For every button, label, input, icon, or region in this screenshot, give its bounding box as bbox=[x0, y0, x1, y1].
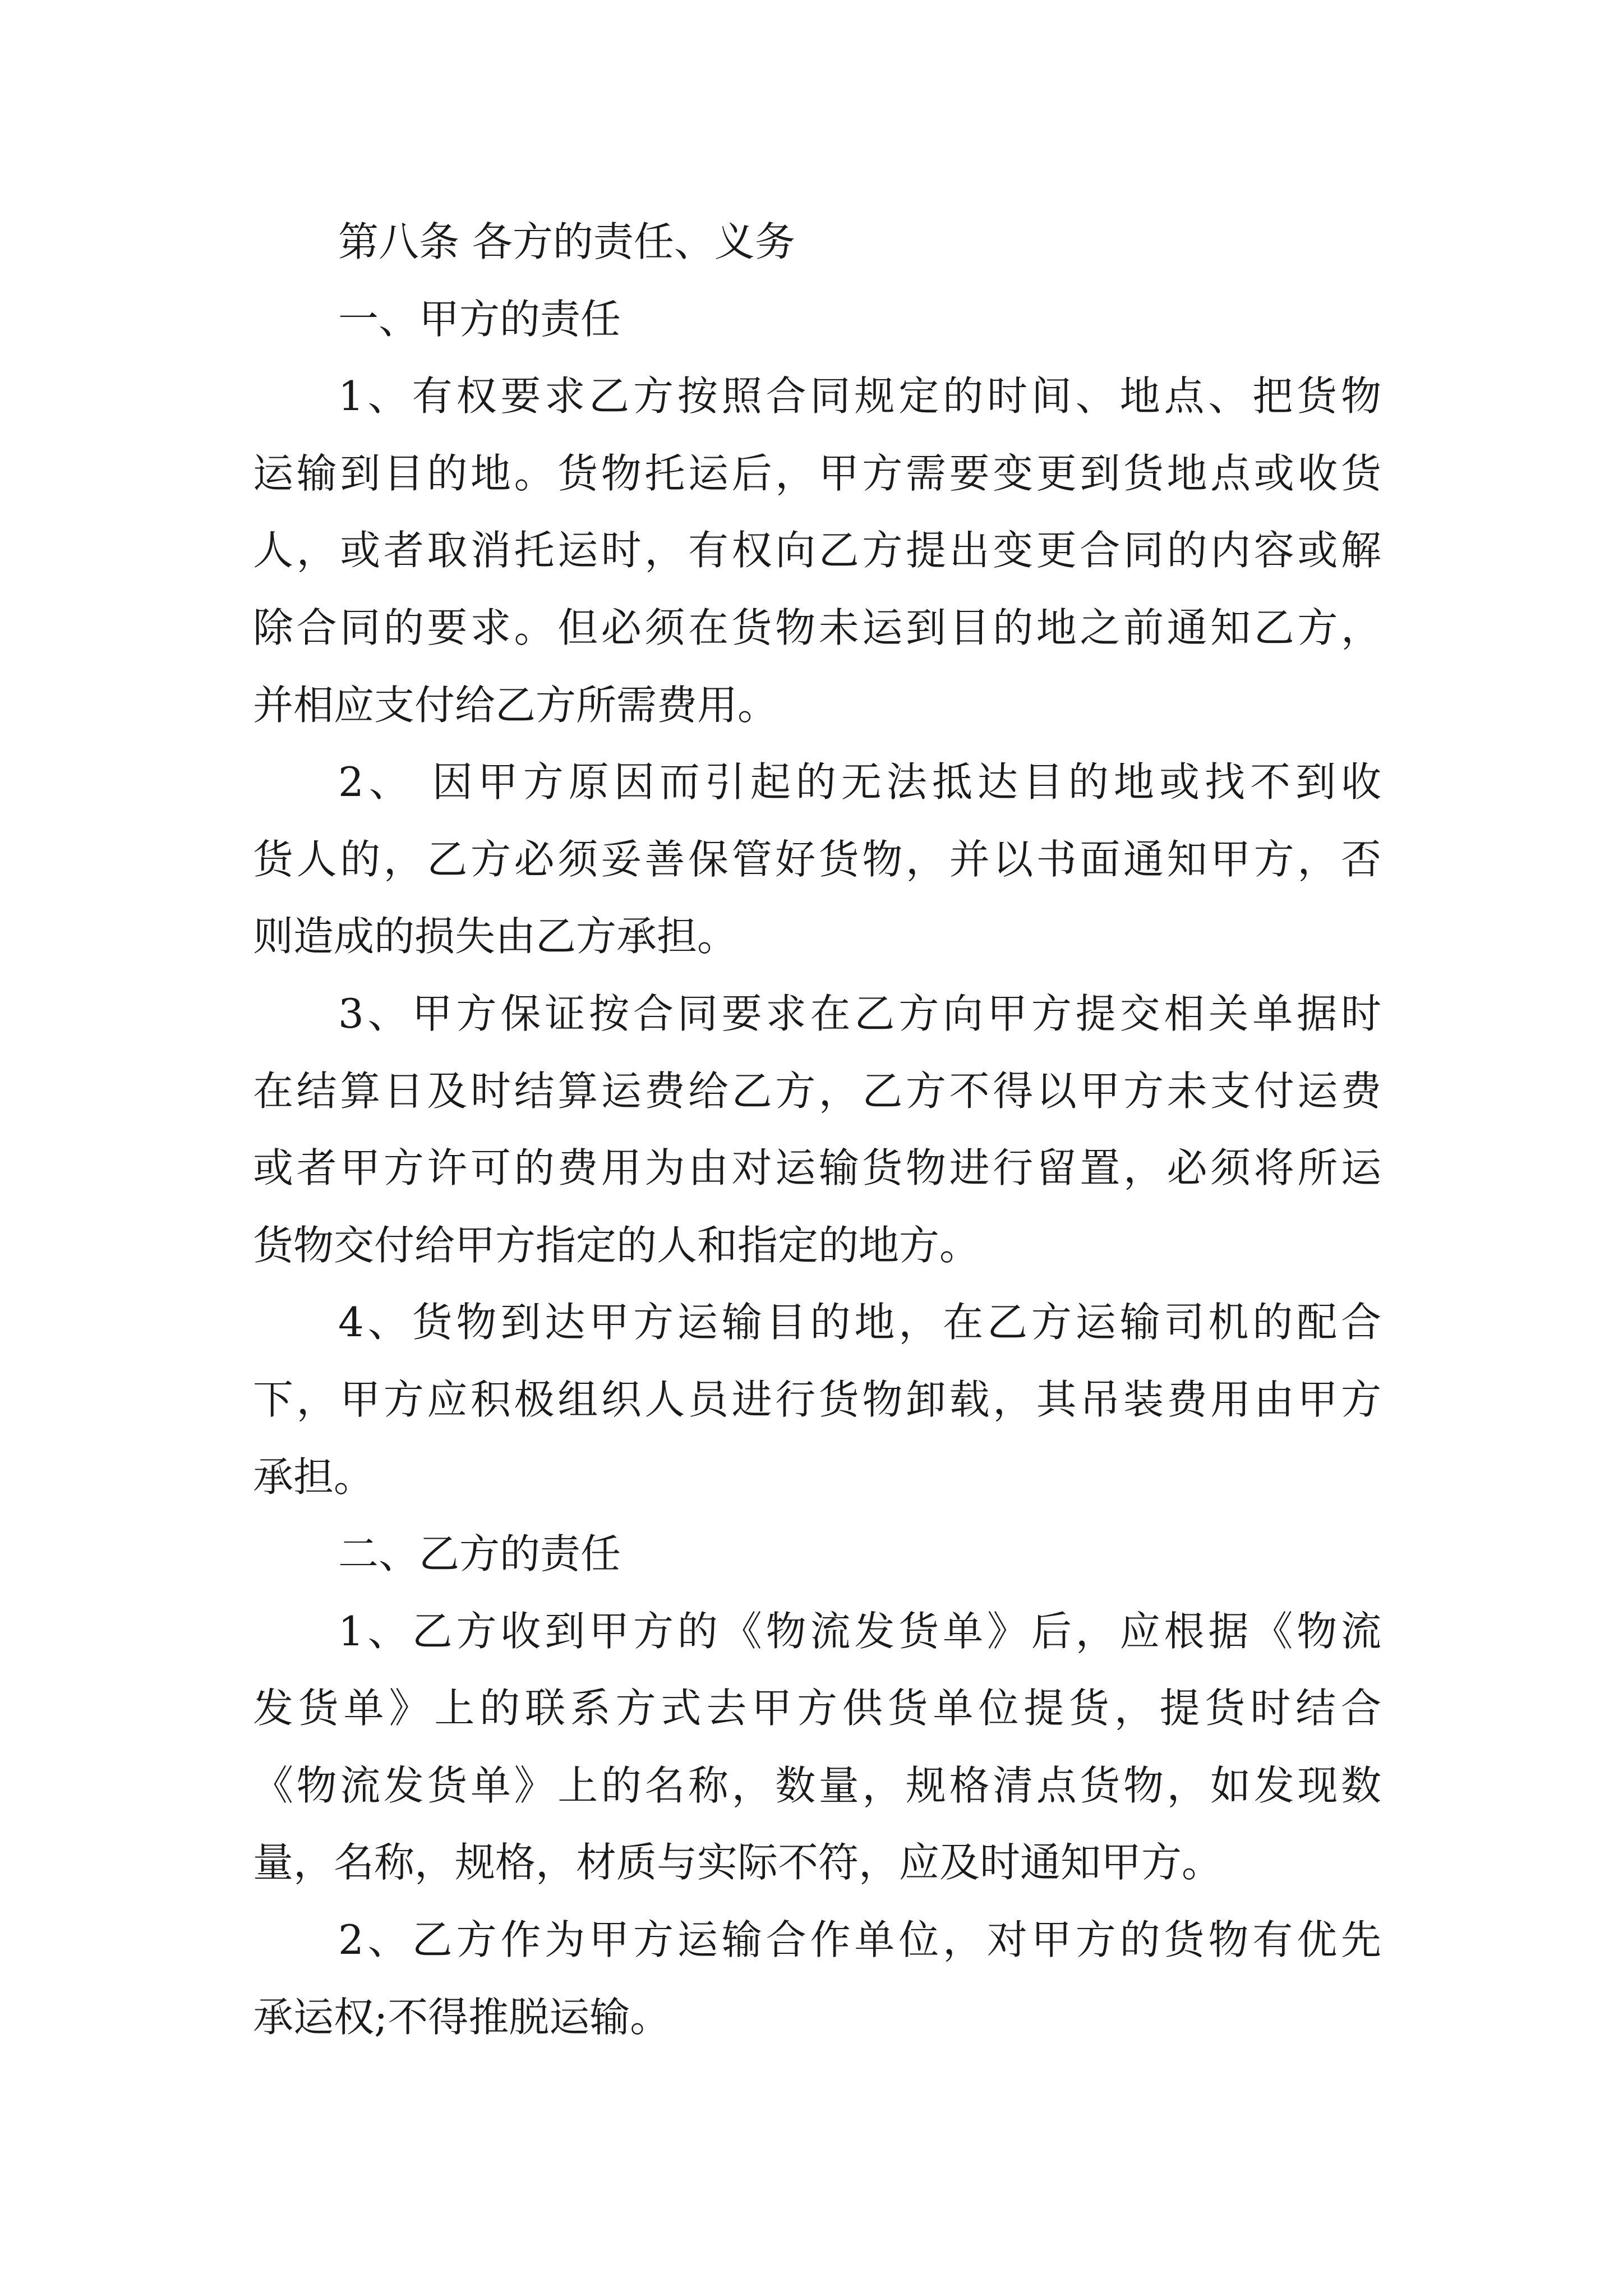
section-party-b bbox=[253, 1516, 1381, 2056]
clause-line: 运输到目的地。货物托运后，甲方需要变更到货地点或收货 bbox=[253, 449, 1381, 497]
clause-line: 除合同的要求。但必须在货物未运到目的地之前通知乙方， bbox=[253, 604, 1381, 651]
clause-line: 3、甲方保证按合同要求在乙方向甲方提交相关单据时 bbox=[338, 990, 1381, 1037]
clause-line: 4、货物到达甲方运输目的地，在乙方运输司机的配合 bbox=[338, 1299, 1381, 1346]
clause-line: 1、有权要求乙方按照合同规定的时间、地点、把货物 bbox=[338, 372, 1381, 420]
clause-line: 下，甲方应积极组织人员进行货物卸载，其吊装费用由甲方 bbox=[253, 1375, 1381, 1423]
clause-line: 货人的，乙方必须妥善保管好货物，并以书面通知甲方，否 bbox=[253, 835, 1381, 883]
clause bbox=[253, 976, 1381, 1284]
section-party-a bbox=[253, 281, 1381, 1516]
clause bbox=[253, 1902, 1381, 2056]
clause bbox=[253, 358, 1381, 744]
clause bbox=[253, 744, 1381, 976]
section-title: 二、乙方的责任 bbox=[338, 1530, 621, 1578]
clause-line: 《物流发货单》上的名称，数量，规格清点货物，如发现数 bbox=[253, 1761, 1381, 1809]
clause bbox=[253, 1284, 1381, 1516]
clause-line: 1、乙方收到甲方的《物流发货单》后，应根据《物流 bbox=[338, 1607, 1381, 1655]
clause-line: 在结算日及时结算运费给乙方，乙方不得以甲方未支付运费 bbox=[253, 1067, 1381, 1115]
clause-line: 则造成的损失由乙方承担。 bbox=[253, 913, 738, 960]
clause-line: 2、 因甲方原因而引起的无法抵达目的地或找不到收 bbox=[338, 758, 1381, 806]
clause-line: 并相应支付给乙方所需费用。 bbox=[253, 681, 778, 729]
clause bbox=[253, 1593, 1381, 1902]
clause-line: 承运权;不得推脱运输。 bbox=[253, 1993, 671, 2041]
clause-line: 发货单》上的联系方式去甲方供货单位提货，提货时结合 bbox=[253, 1685, 1381, 1732]
document-body bbox=[253, 204, 1381, 2056]
clause-line: 或者甲方许可的费用为由对运输货物进行留置，必须将所运 bbox=[253, 1144, 1381, 1192]
clause-line: 承担。 bbox=[253, 1453, 375, 1501]
section-title: 一、甲方的责任 bbox=[338, 295, 621, 343]
clause-line: 2、乙方作为甲方运输合作单位，对甲方的货物有优先 bbox=[338, 1916, 1381, 1964]
clause-line: 货物交付给甲方指定的人和指定的地方。 bbox=[253, 1221, 980, 1269]
clause-line: 量，名称，规格，材质与实际不符，应及时通知甲方。 bbox=[253, 1839, 1223, 1887]
clause-line: 人，或者取消托运时，有权向乙方提出变更合同的内容或解 bbox=[253, 527, 1381, 574]
article-title: 第八条 各方的责任、义务 bbox=[338, 218, 795, 265]
